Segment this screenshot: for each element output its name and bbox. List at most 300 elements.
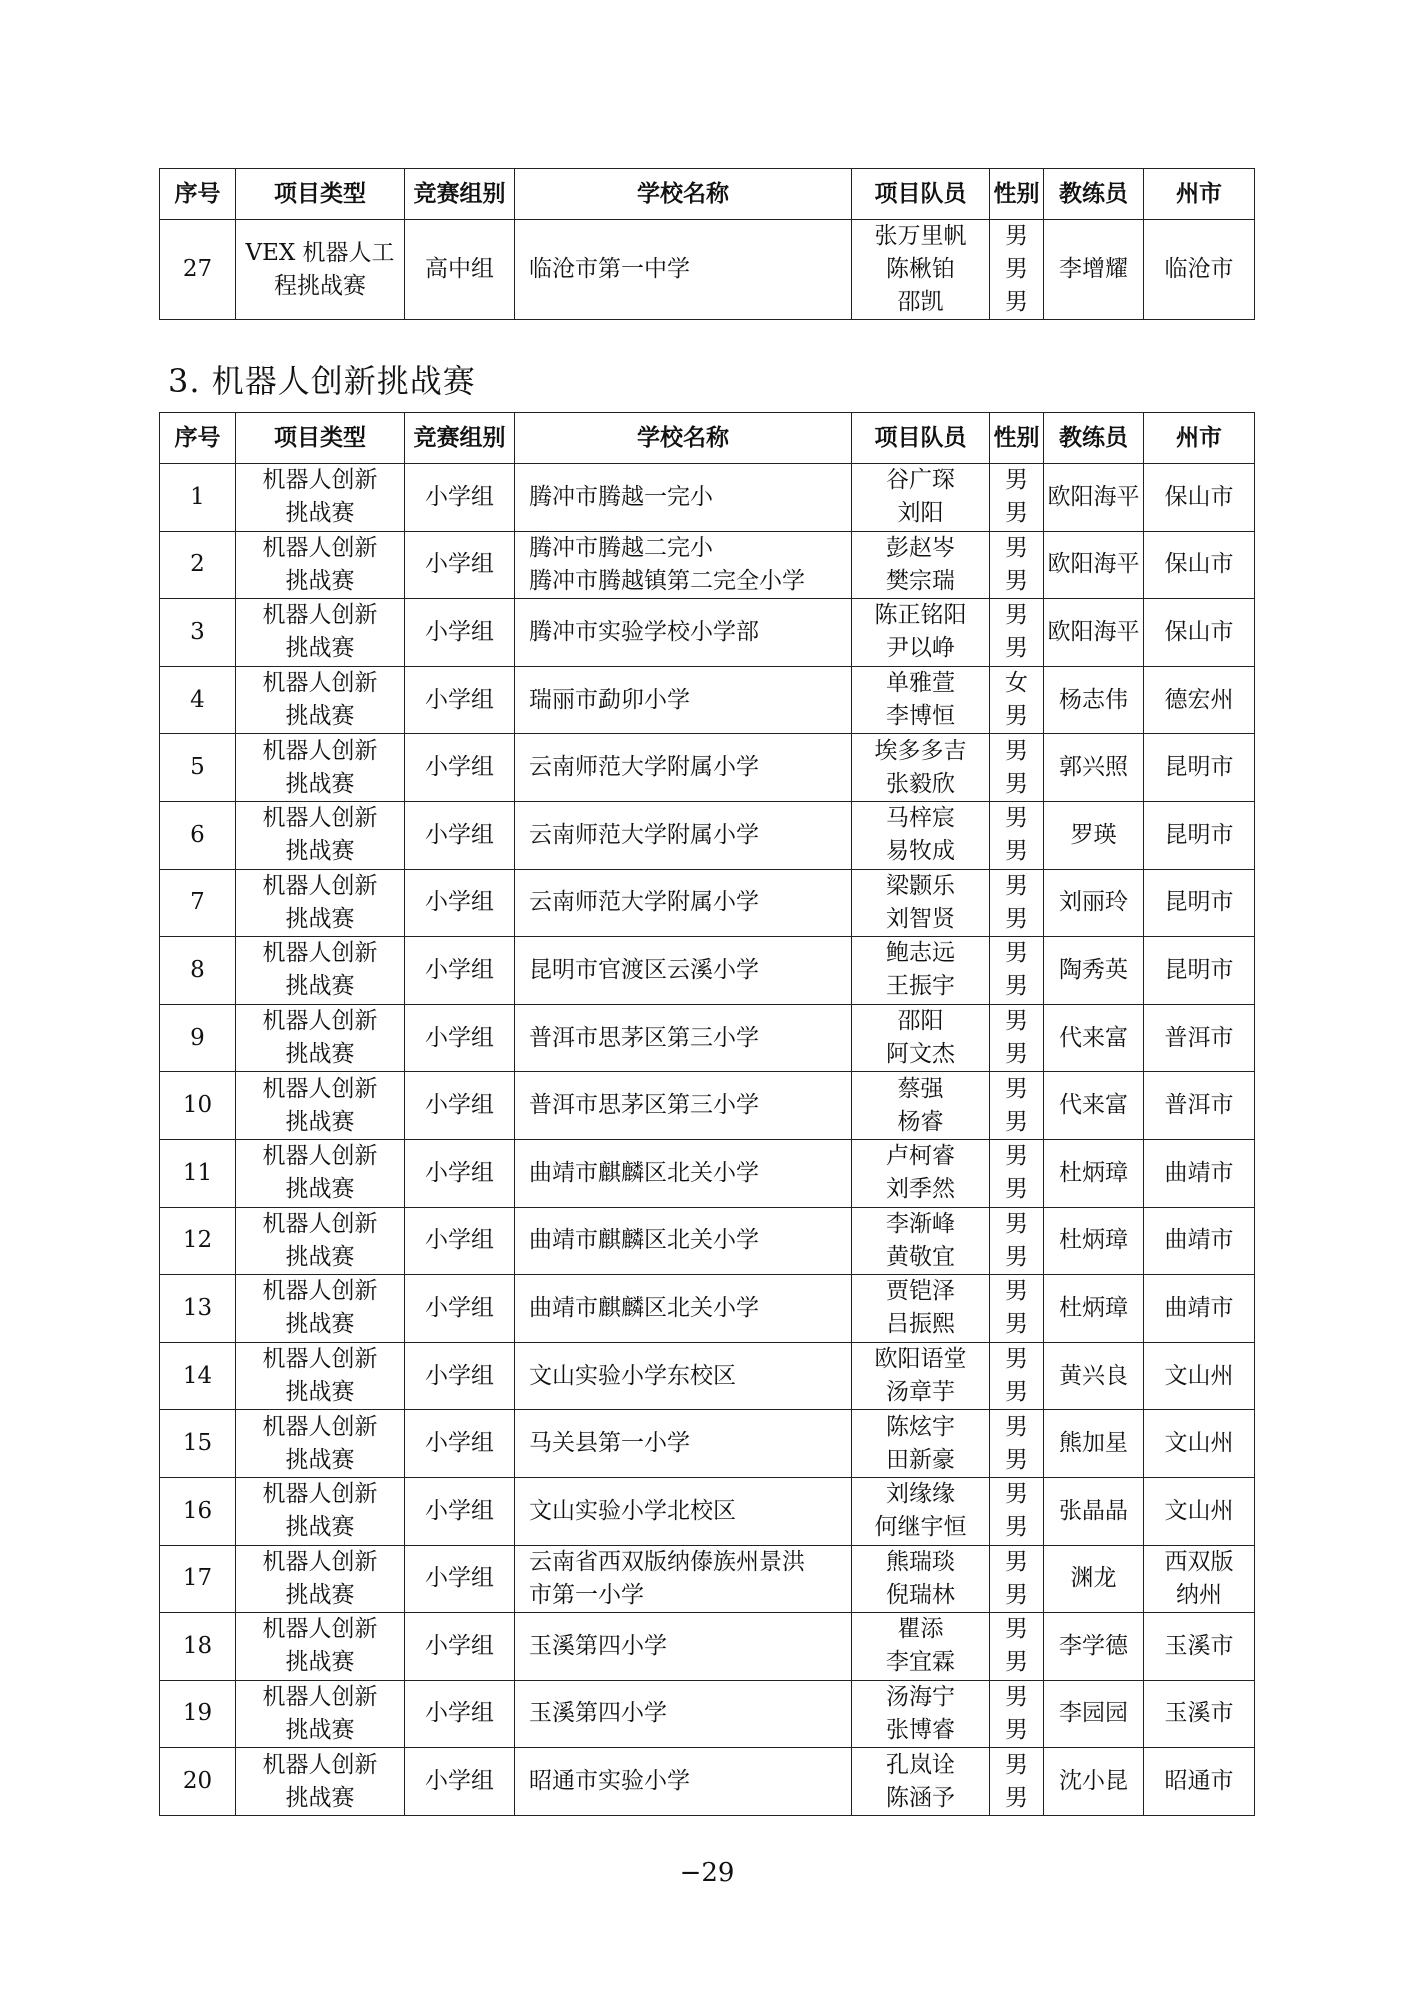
cell-type-line: 挑战赛 [285, 1243, 355, 1270]
cell-gender-line: 男 [1005, 1176, 1028, 1203]
cell-city [1144, 1139, 1255, 1207]
table-row [160, 801, 1255, 869]
cell-coach: 黄兴良 [1044, 1342, 1144, 1410]
cell-gender-line: 男 [1005, 1716, 1028, 1743]
cell-school-line: 文山实验小学北校区 [529, 1497, 736, 1524]
cell-gender-line: 男 [1005, 1514, 1028, 1541]
cell-coach: 渊龙 [1044, 1545, 1144, 1613]
cell-group: 小学组 [405, 464, 515, 532]
cell-members [852, 869, 990, 937]
cell-school [515, 599, 852, 667]
cell-coach: 代来富 [1044, 1072, 1144, 1140]
cell-gender-line: 男 [1005, 467, 1028, 494]
table-row [160, 531, 1255, 599]
cell-city [1144, 1004, 1255, 1072]
cell-type-line: 挑战赛 [285, 635, 355, 662]
cell-type-line: 机器人创新 [262, 940, 378, 967]
cell-no: 4 [160, 666, 236, 734]
cell-school [515, 1072, 852, 1140]
cell-coach: 沈小昆 [1044, 1748, 1144, 1816]
cell-gender-line: 男 [1005, 1243, 1028, 1270]
cell-type [236, 937, 405, 1005]
cell-members-line: 卢柯睿 [886, 1143, 955, 1170]
cell-members [852, 1004, 990, 1072]
cell-type-line: 机器人创新 [262, 1481, 378, 1508]
cell-gender-line: 男 [1005, 1784, 1028, 1811]
cell-no: 9 [160, 1004, 236, 1072]
cell-members-line: 陈楸铂 [886, 256, 955, 282]
header-members: 项目队员 [852, 413, 990, 464]
cell-no: 27 [160, 220, 236, 320]
cell-group: 小学组 [405, 1410, 515, 1478]
cell-type-line: 挑战赛 [285, 1176, 355, 1203]
table-row [160, 1139, 1255, 1207]
cell-no: 1 [160, 464, 236, 532]
cell-school-line: 临沧市第一中学 [529, 256, 690, 282]
cell-group: 小学组 [405, 1680, 515, 1748]
cell-city [1144, 599, 1255, 667]
cell-school-line: 昭通市实验小学 [529, 1768, 690, 1795]
header-members: 项目队员 [852, 169, 990, 220]
cell-group: 高中组 [405, 220, 515, 320]
cell-type-line: 机器人创新 [262, 670, 378, 697]
cell-city-line: 文山州 [1164, 1362, 1234, 1389]
cell-type-line: 机器人创新 [262, 872, 378, 899]
cell-members-line: 邵凯 [897, 289, 944, 315]
table-row [160, 1410, 1255, 1478]
cell-members [852, 1342, 990, 1410]
cell-members [852, 1477, 990, 1545]
cell-members-line: 埃多多吉 [874, 737, 967, 764]
table-row [160, 1545, 1255, 1613]
cell-gender-line: 男 [1005, 1379, 1028, 1406]
cell-school [515, 1139, 852, 1207]
cell-members-line: 谷广琛 [886, 467, 955, 494]
cell-type-line: 挑战赛 [285, 770, 355, 797]
cell-school [515, 734, 852, 802]
cell-group: 小学组 [405, 734, 515, 802]
cell-gender-line: 男 [1005, 1751, 1028, 1778]
cell-type-line: 机器人创新 [262, 534, 378, 561]
cell-school-line: 云南省西双版纳傣族州景洪 [529, 1548, 805, 1575]
cell-type-line: 机器人创新 [262, 805, 378, 832]
cell-no: 16 [160, 1477, 236, 1545]
cell-gender-line: 男 [1005, 602, 1028, 629]
cell-gender-line: 男 [1005, 838, 1028, 865]
cell-gender-line: 男 [1005, 1108, 1028, 1135]
cell-school [515, 464, 852, 532]
cell-gender [990, 1139, 1044, 1207]
cell-school-line: 云南师范大学附属小学 [529, 754, 759, 781]
cell-type [236, 220, 405, 320]
cell-members-line: 梁颢乐 [886, 872, 955, 899]
header-no: 序号 [160, 169, 236, 220]
cell-gender-line: 男 [1005, 1649, 1028, 1676]
cell-city [1144, 666, 1255, 734]
cell-school-line: 文山实验小学东校区 [529, 1362, 736, 1389]
cell-members-line: 杨睿 [897, 1108, 944, 1135]
cell-members-line: 张博睿 [886, 1716, 955, 1743]
cell-type-line: 挑战赛 [285, 703, 355, 730]
cell-school-line: 曲靖市麒麟区北关小学 [529, 1294, 759, 1321]
cell-type-line: 挑战赛 [285, 1108, 355, 1135]
cell-members [852, 1545, 990, 1613]
table-row [160, 1207, 1255, 1275]
cell-coach: 杜炳璋 [1044, 1207, 1144, 1275]
cell-members [852, 220, 990, 320]
cell-members-line: 汤章芋 [886, 1379, 955, 1406]
cell-members-line: 樊宗瑞 [886, 567, 955, 594]
cell-city-line: 昆明市 [1164, 956, 1234, 983]
cell-school [515, 531, 852, 599]
cell-type-line: 挑战赛 [285, 1649, 355, 1676]
cell-city-line: 昭通市 [1164, 1768, 1234, 1795]
cell-city-line: 曲靖市 [1164, 1159, 1234, 1186]
cell-members [852, 1748, 990, 1816]
cell-city [1144, 1410, 1255, 1478]
cell-school-line: 玉溪第四小学 [529, 1632, 667, 1659]
cell-coach: 李园园 [1044, 1680, 1144, 1748]
cell-type-line: 挑战赛 [285, 1716, 355, 1743]
cell-members-line: 彭赵岑 [886, 534, 955, 561]
cell-gender-line: 男 [1005, 872, 1028, 899]
cell-gender-line: 男 [1005, 289, 1028, 315]
cell-gender-line: 男 [1005, 1278, 1028, 1305]
cell-type [236, 1072, 405, 1140]
cell-no: 2 [160, 531, 236, 599]
cell-members-line: 熊瑞琰 [886, 1548, 955, 1575]
cell-gender-line: 男 [1005, 1041, 1028, 1068]
cell-members [852, 1410, 990, 1478]
table-row [160, 1004, 1255, 1072]
cell-type [236, 1207, 405, 1275]
cell-gender [990, 937, 1044, 1005]
cell-type-line: 挑战赛 [285, 567, 355, 594]
cell-type [236, 1545, 405, 1613]
cell-members-line: 孔岚诠 [886, 1751, 955, 1778]
cell-gender-line: 男 [1005, 1481, 1028, 1508]
cell-city-line: 昆明市 [1164, 889, 1234, 916]
cell-school [515, 1004, 852, 1072]
cell-school-line: 瑞丽市勐卯小学 [529, 686, 690, 713]
cell-members [852, 531, 990, 599]
cell-coach: 欧阳海平 [1044, 599, 1144, 667]
cell-school [515, 1680, 852, 1748]
table-header-row [160, 413, 1255, 464]
cell-gender-line: 男 [1005, 1143, 1028, 1170]
cell-school-line: 玉溪第四小学 [529, 1700, 667, 1727]
cell-members-line: 刘智贤 [886, 905, 955, 932]
cell-gender-line: 男 [1005, 256, 1028, 282]
cell-type-line: 机器人创新 [262, 1008, 378, 1035]
cell-school [515, 1748, 852, 1816]
cell-members-line: 蔡强 [897, 1075, 944, 1102]
cell-group: 小学组 [405, 1342, 515, 1410]
cell-gender [990, 1680, 1044, 1748]
cell-city-line: 曲靖市 [1164, 1227, 1234, 1254]
cell-city [1144, 734, 1255, 802]
cell-no: 14 [160, 1342, 236, 1410]
cell-no: 20 [160, 1748, 236, 1816]
table-row [160, 1072, 1255, 1140]
cell-school [515, 1477, 852, 1545]
cell-no: 15 [160, 1410, 236, 1478]
header-school: 学校名称 [515, 169, 852, 220]
cell-school [515, 1545, 852, 1613]
cell-gender-line: 男 [1005, 905, 1028, 932]
cell-city [1144, 531, 1255, 599]
cell-members-line: 何继宇恒 [874, 1514, 967, 1541]
cell-type-line: 机器人创新 [262, 602, 378, 629]
cell-city [1144, 464, 1255, 532]
cell-group: 小学组 [405, 1613, 515, 1681]
cell-no: 8 [160, 937, 236, 1005]
cell-school-line: 曲靖市麒麟区北关小学 [529, 1159, 759, 1186]
cell-no: 13 [160, 1275, 236, 1343]
cell-type-line: 机器人创新 [262, 737, 378, 764]
cell-members-line: 贾铠泽 [886, 1278, 955, 1305]
cell-members-line: 陈炫宇 [886, 1413, 955, 1440]
cell-members-line: 欧阳语堂 [874, 1346, 967, 1373]
cell-group: 小学组 [405, 666, 515, 734]
cell-members-line: 马梓宸 [886, 805, 955, 832]
table-row [160, 734, 1255, 802]
cell-gender-line: 男 [1005, 1075, 1028, 1102]
cell-members [852, 1207, 990, 1275]
cell-school-line: 昆明市官渡区云溪小学 [529, 956, 759, 983]
cell-members-line: 瞿添 [897, 1616, 944, 1643]
cell-gender-line: 男 [1005, 1446, 1028, 1473]
cell-city [1144, 1748, 1255, 1816]
cell-type [236, 1680, 405, 1748]
cell-coach: 郭兴照 [1044, 734, 1144, 802]
cell-school [515, 1207, 852, 1275]
cell-gender-line: 男 [1005, 770, 1028, 797]
cell-type-line: 挑战赛 [285, 905, 355, 932]
cell-school-line: 马关县第一小学 [529, 1430, 690, 1457]
header-coach: 教练员 [1044, 413, 1144, 464]
cell-school [515, 1613, 852, 1681]
cell-type [236, 1004, 405, 1072]
cell-members-line: 刘季然 [886, 1176, 955, 1203]
cell-group: 小学组 [405, 1748, 515, 1816]
cell-members [852, 464, 990, 532]
cell-gender-line: 男 [1005, 223, 1028, 249]
cell-school [515, 1275, 852, 1343]
header-coach: 教练员 [1044, 169, 1144, 220]
table-row [160, 937, 1255, 1005]
cell-type-line: 机器人创新 [262, 1548, 378, 1575]
cell-members-line: 王振宇 [886, 973, 955, 1000]
cell-members [852, 599, 990, 667]
cell-members [852, 1680, 990, 1748]
cell-city [1144, 1613, 1255, 1681]
cell-coach: 代来富 [1044, 1004, 1144, 1072]
cell-gender-line: 男 [1005, 567, 1028, 594]
cell-members-line: 田新豪 [886, 1446, 955, 1473]
cell-type [236, 1477, 405, 1545]
cell-members-line: 张万里帆 [874, 223, 967, 249]
page-number: −29 [679, 1858, 735, 1888]
cell-members-line: 李博恒 [886, 703, 955, 730]
cell-type-line: 机器人创新 [262, 1751, 378, 1778]
cell-members-line: 黄敬宜 [886, 1243, 955, 1270]
cell-type-line: 挑战赛 [285, 1446, 355, 1473]
table-row [160, 1680, 1255, 1748]
cell-gender-line: 男 [1005, 534, 1028, 561]
cell-school-line: 腾冲市腾越一完小 [529, 483, 713, 510]
cell-type [236, 666, 405, 734]
cell-type [236, 869, 405, 937]
table-row [160, 666, 1255, 734]
header-type: 项目类型 [236, 169, 405, 220]
cell-type-line: 机器人创新 [262, 1143, 378, 1170]
cell-gender [990, 531, 1044, 599]
cell-gender-line: 男 [1005, 1210, 1028, 1237]
cell-gender [990, 1748, 1044, 1816]
cell-city [1144, 1680, 1255, 1748]
cell-members-line: 阿文杰 [886, 1041, 955, 1068]
cell-school-line: 普洱市思茅区第三小学 [529, 1092, 759, 1119]
cell-coach: 陶秀英 [1044, 937, 1144, 1005]
cell-city [1144, 1342, 1255, 1410]
cell-type-line: 机器人创新 [262, 1346, 378, 1373]
cell-school [515, 666, 852, 734]
cell-city [1144, 220, 1255, 320]
cell-city [1144, 1477, 1255, 1545]
cell-city-line: 文山州 [1164, 1430, 1234, 1457]
cell-no: 19 [160, 1680, 236, 1748]
cell-members-line: 陈涵予 [886, 1784, 955, 1811]
cell-group: 小学组 [405, 1477, 515, 1545]
cell-gender-line: 男 [1005, 1581, 1028, 1608]
cell-type [236, 1748, 405, 1816]
cell-members-line: 陈正铭阳 [874, 602, 967, 629]
cell-no: 18 [160, 1613, 236, 1681]
cell-members-line: 倪瑞林 [886, 1581, 955, 1608]
cell-group: 小学组 [405, 1275, 515, 1343]
cell-coach: 杜炳璋 [1044, 1275, 1144, 1343]
cell-coach: 杨志伟 [1044, 666, 1144, 734]
table-header-row [160, 169, 1255, 220]
cell-school-line: 市第一小学 [529, 1581, 644, 1608]
cell-type [236, 1275, 405, 1343]
cell-gender-line: 女 [1005, 670, 1028, 697]
cell-school-line: 腾冲市腾越二完小 [529, 534, 713, 561]
cell-type-line: 机器人创新 [262, 1278, 378, 1305]
cell-gender [990, 1545, 1044, 1613]
cell-no: 7 [160, 869, 236, 937]
cell-type-line: 机器人创新 [262, 1210, 378, 1237]
header-gender: 性别 [990, 169, 1044, 220]
cell-members [852, 1613, 990, 1681]
cell-gender [990, 1342, 1044, 1410]
cell-group: 小学组 [405, 1004, 515, 1072]
cell-school [515, 220, 852, 320]
cell-city [1144, 869, 1255, 937]
cell-type-line: 机器人创新 [262, 1616, 378, 1643]
cell-gender-line: 男 [1005, 973, 1028, 1000]
cell-gender-line: 男 [1005, 940, 1028, 967]
cell-type-line: 挑战赛 [285, 1041, 355, 1068]
cell-coach: 罗瑛 [1044, 801, 1144, 869]
cell-city-line: 德宏州 [1164, 686, 1234, 713]
cell-school [515, 869, 852, 937]
header-school: 学校名称 [515, 413, 852, 464]
cell-city-line: 玉溪市 [1164, 1632, 1234, 1659]
cell-group: 小学组 [405, 1139, 515, 1207]
cell-gender [990, 801, 1044, 869]
cell-gender [990, 1004, 1044, 1072]
header-type: 项目类型 [236, 413, 405, 464]
header-gender: 性别 [990, 413, 1044, 464]
cell-type-line: 机器人创新 [262, 1683, 378, 1710]
cell-city-line: 昆明市 [1164, 754, 1234, 781]
cell-group: 小学组 [405, 937, 515, 1005]
table-row [160, 1477, 1255, 1545]
cell-gender-line: 男 [1005, 737, 1028, 764]
cell-school-line: 腾冲市腾越镇第二完全小学 [529, 567, 805, 594]
header-city: 州市 [1144, 169, 1255, 220]
cell-type-line: 程挑战赛 [274, 272, 366, 299]
cell-type [236, 1342, 405, 1410]
cell-coach: 张晶晶 [1044, 1477, 1144, 1545]
cell-no: 6 [160, 801, 236, 869]
cell-school-line: 腾冲市实验学校小学部 [529, 618, 759, 645]
cell-type-line: 挑战赛 [285, 838, 355, 865]
cell-school [515, 801, 852, 869]
cell-school-line: 云南师范大学附属小学 [529, 821, 759, 848]
cell-coach: 李增耀 [1044, 220, 1144, 320]
cell-city [1144, 1275, 1255, 1343]
cell-gender-line: 男 [1005, 1683, 1028, 1710]
cell-members [852, 1139, 990, 1207]
cell-members-line: 鲍志远 [886, 940, 955, 967]
cell-city [1144, 1072, 1255, 1140]
cell-city [1144, 937, 1255, 1005]
cell-group: 小学组 [405, 1072, 515, 1140]
cell-school [515, 1410, 852, 1478]
cell-coach: 欧阳海平 [1044, 464, 1144, 532]
cell-members [852, 1072, 990, 1140]
cell-type-line: 挑战赛 [285, 500, 355, 527]
cell-gender-line: 男 [1005, 1346, 1028, 1373]
cell-school-line: 云南师范大学附属小学 [529, 889, 759, 916]
cell-city-line: 西双版 [1164, 1548, 1234, 1575]
cell-gender [990, 734, 1044, 802]
cell-members [852, 666, 990, 734]
cell-coach: 杜炳璋 [1044, 1139, 1144, 1207]
table-row [160, 1613, 1255, 1681]
cell-city [1144, 1545, 1255, 1613]
cell-gender-line: 男 [1005, 1616, 1028, 1643]
cell-no: 17 [160, 1545, 236, 1613]
cell-coach: 李学德 [1044, 1613, 1144, 1681]
cell-gender [990, 1207, 1044, 1275]
cell-gender [990, 1477, 1044, 1545]
cell-gender [990, 599, 1044, 667]
cell-members-line: 汤海宁 [886, 1683, 955, 1710]
cell-members-line: 刘阳 [897, 500, 944, 527]
cell-members [852, 1275, 990, 1343]
table-row [160, 1275, 1255, 1343]
cell-city-line: 普洱市 [1164, 1092, 1234, 1119]
cell-gender-line: 男 [1005, 1413, 1028, 1440]
cell-members-line: 吕振熙 [886, 1311, 955, 1338]
cell-city-line: 昆明市 [1164, 821, 1234, 848]
cell-school [515, 937, 852, 1005]
table-row [160, 464, 1255, 532]
